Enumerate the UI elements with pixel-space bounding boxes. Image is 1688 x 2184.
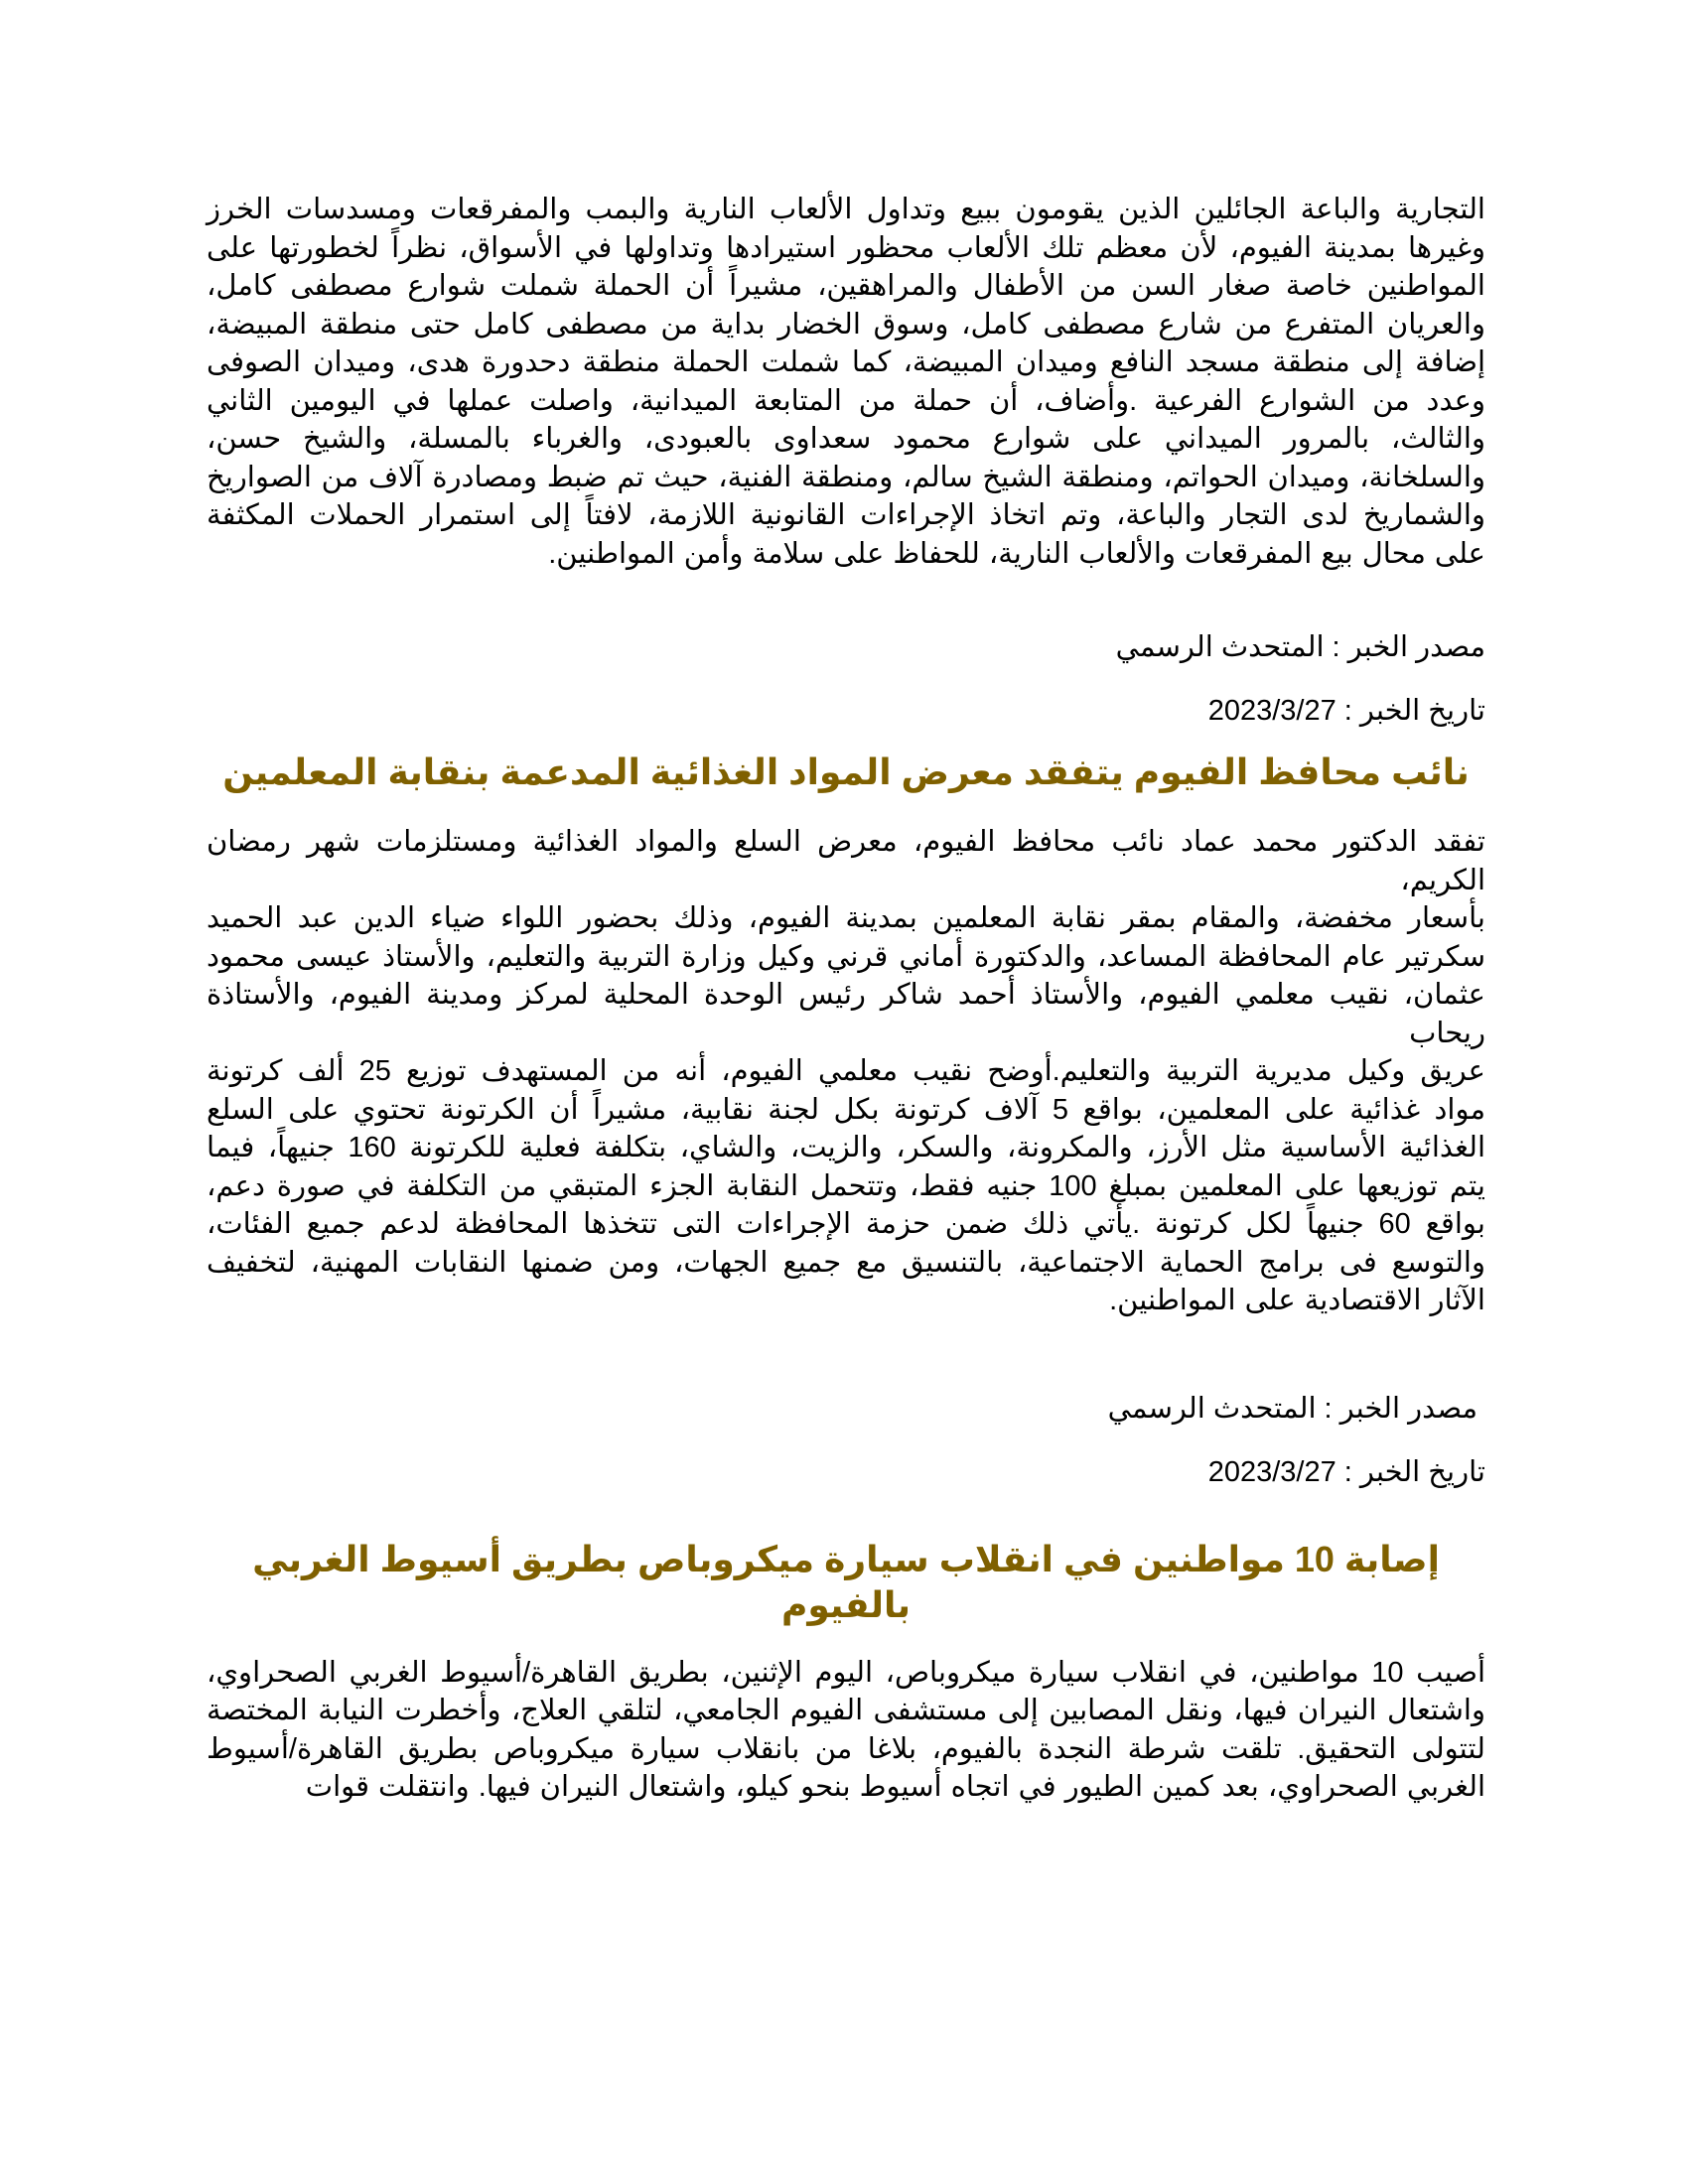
article-headline: نائب محافظ الفيوم يتفقد معرض المواد الغذائية المدعمة بنقابة المعلمين [222,751,1470,792]
article-body [207,1654,1485,1807]
news-source: مصدر الخبر : المتحدث الرسمي [1107,1392,1477,1425]
article-line: وعدد من الشوارع الفرعية .وأضاف، أن حملة من المتابعة الميدانية، واصلت عملها في اليومين الثاني [207,384,1485,417]
article-line: الغربي الصحراوي، بعد كمين الطيور في اتجاه أسيوط بنحو كيلو، واشتعال النيران فيها. وانتقلت قوات [305,1771,1485,1803]
article-line: إضافة إلى منطقة مسجد النافع وميدان المبيضة، كما شملت الحملة منطقة دحدورة هدى، وميدان الصوفى [207,346,1485,378]
article-body [207,191,1485,573]
article-line: بواقع 60 جنيهاً لكل كرتونة .يأتي ذلك ضمن حزمة الإجراءات التى تتخذها المحافظة لدعم جميع الفئات، [207,1208,1485,1240]
article-line: عثمان، نقيب معلمي الفيوم، والأستاذ أحمد شاكر رئيس الوحدة المحلية لمركز ومدينة الفيوم، والأستاذة ريحاب [207,979,1485,1049]
article-line: مواد غذائية على المعلمين، بواقع 5 آلاف كرتونة بكل لجنة نقابية، مشيراً أن الكرتونة تحتوي على السلع [207,1093,1485,1126]
article-headline: إصابة 10 مواطنين في انقلاب سيارة ميكروباص بطريق أسيوط الغربي بالفيوم [252,1538,1440,1625]
document-page [207,191,1485,1807]
article-line: الغذائية الأساسية مثل الأرز، والمكرونة، والسكر، والزيت، والشاي، بتكلفة فعلية للكرتونة 160 جنيهاً، فيما [207,1132,1485,1163]
news-date: تاريخ الخبر : 2023/3/27 [1207,695,1485,727]
article-line: تفقد الدكتور محمد عماد نائب محافظ الفيوم، معرض السلع والمواد الغذائية ومستلزمات شهر رمضان الكريم، [207,826,1485,896]
article-line: سكرتير عام المحافظة المساعد، والدكتورة أماني قرني وكيل وزارة التربية والتعليم، والأستاذ عيسى محمود [207,940,1485,973]
article-line: لتتولى التحقيق. تلقت شرطة النجدة بالفيوم، بلاغا من بانقلاب سيارة ميكروباص بطريق القاهرة/أسيوط [207,1732,1485,1765]
article-line: والشماريخ لدى التجار والباعة، وتم اتخاذ الإجراءات القانونية اللازمة، لافتاً إلى استمرار الحملات المكثفة [207,499,1485,531]
news-source: مصدر الخبر : المتحدث الرسمي [1115,631,1485,663]
article-line: وغيرها بمدينة الفيوم، لأن معظم تلك الألعاب محظور استيرادها وتداولها في الأسواق، نظراً لخطورتها على [207,231,1485,264]
article-line: والسلخانة، وميدان الحواتم، ومنطقة الشيخ سالم، ومنطقة الفنية، حيث تم ضبط ومصادرة آلاف من الصواريخ [207,461,1485,493]
article-line: على محال بيع المفرقعات والألعاب النارية، للحفاظ على سلامة وأمن المواطنين. [548,537,1485,570]
article-line: التجارية والباعة الجائلين الذين يقومون ببيع وتداول الألعاب النارية والبمب والمفرقعات ومسدسات الخرز [207,194,1485,225]
article-line: أصيب 10 مواطنين، في انقلاب سيارة ميكروباص، اليوم الإثنين، بطريق القاهرة/أسيوط الغربي الصحراوي، [207,1656,1485,1689]
article-line: والعريان المتفرع من شارع مصطفى كامل، وسوق الخضار بداية من مصطفى كامل حتى منطقة المبيضة، [207,308,1485,341]
article-line: والتوسع فى برامج الحماية الاجتماعية، بالتنسيق مع جميع الجهات، ومن ضمنها النقابات المهنية، لتخفيف [207,1246,1485,1279]
article-line: والثالث، بالمرور الميداني على شوارع محمود سعداوى بالعبودى، والغرباء بالمسلة، والشيخ حسن، [207,423,1485,455]
article-line: عريق وكيل مديرية التربية والتعليم.أوضح نقيب معلمي الفيوم، أنه من المستهدف توزيع 25 ألف كرتونة [207,1055,1485,1087]
article-line: الآثار الاقتصادية على المواطنين. [1109,1285,1485,1316]
article-line: المواطنين خاصة صغار السن من الأطفال والمراهقين، مشيراً أن الحملة شملت شوارع مصطفى كامل، [207,270,1485,302]
news-date: تاريخ الخبر : 2023/3/27 [1207,1455,1485,1488]
article-line: واشتعال النيران فيها، ونقل المصابين إلى مستشفى الفيوم الجامعي، لتلقي العلاج، وأخطرت النيابة المختصة [207,1695,1485,1726]
article-line: بأسعار مخفضة، والمقام بمقر نقابة المعلمين بمدينة الفيوم، وذلك بحضور اللواء ضياء الدين عبد الحميد [207,902,1485,934]
article-line: يتم توزيعها على المعلمين بمبلغ 100 جنيه فقط، وتتحمل النقابة الجزء المتبقي من التكلفة في صورة دعم، [207,1169,1485,1202]
article-body [207,823,1485,1320]
